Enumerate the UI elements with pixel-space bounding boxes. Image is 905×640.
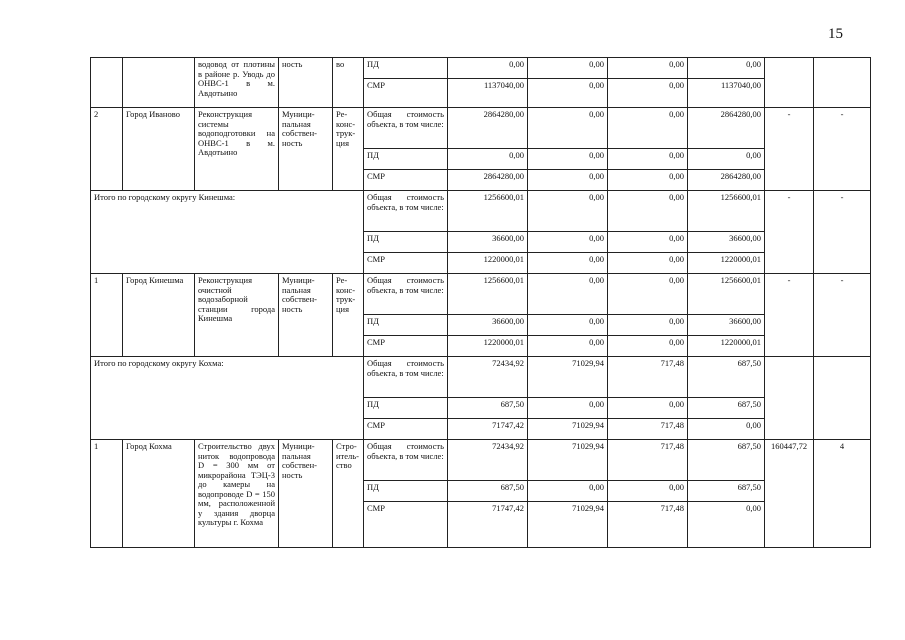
object-cell: Строительство двух ниток водопровода D = 300 мм от микрорайона ТЭЦ-3 до камеры на водопроводе D = 150 мм, расположенной у здания дворца культуры г. Кохма [195, 440, 279, 548]
value-cell: 36600,00 [688, 232, 765, 253]
value-cell: 1220000,01 [688, 253, 765, 274]
value-cell: 687,50 [688, 440, 765, 481]
value-cell: 0,00 [608, 336, 688, 357]
city-cell: Город Кохма [123, 440, 195, 548]
value-cell: 0,00 [688, 419, 765, 440]
value-cell: 72434,92 [448, 357, 528, 398]
value-cell: 0,00 [448, 149, 528, 170]
extra-cell: - [814, 191, 871, 274]
value-cell: 71747,42 [448, 419, 528, 440]
value-cell: 0,00 [608, 398, 688, 419]
value-cell: 0,00 [528, 149, 608, 170]
value-cell: 71029,94 [528, 440, 608, 481]
table-row [91, 440, 871, 481]
table-row [91, 357, 871, 398]
value-cell: 0,00 [528, 398, 608, 419]
row-label: ПД [364, 149, 448, 170]
value-cell: 71029,94 [528, 502, 608, 548]
value-cell: 0,00 [528, 79, 608, 108]
value-cell: 1256600,01 [448, 274, 528, 315]
city-cell: Город Иваново [123, 108, 195, 191]
value-cell: 2864280,00 [448, 170, 528, 191]
value-cell: 0,00 [528, 253, 608, 274]
ownership-cell: Муници-пальная собствен-ность [279, 274, 333, 357]
investment-table [90, 57, 871, 548]
row-label: Общая стоимость объекта, в том числе: [364, 357, 448, 398]
value-cell: 1220000,01 [688, 336, 765, 357]
subtotal-label: Итого по городскому округу Кинешма: [91, 191, 364, 274]
row-label: СМР [364, 336, 448, 357]
value-cell: 0,00 [528, 481, 608, 502]
table-row [91, 191, 871, 232]
row-label: СМР [364, 79, 448, 108]
row-label: ПД [364, 481, 448, 502]
value-cell: 0,00 [528, 315, 608, 336]
row-number: 1 [91, 440, 123, 548]
extra-cell: 160447,72 [765, 440, 814, 548]
value-cell: 2864280,00 [688, 170, 765, 191]
subtotal-label: Итого по городскому округу Кохма: [91, 357, 364, 440]
extra-cell: - [814, 274, 871, 357]
value-cell: 0,00 [608, 315, 688, 336]
work-type-cell: Стро-итель-ство [333, 440, 364, 548]
value-cell: 36600,00 [448, 232, 528, 253]
value-cell: 1220000,01 [448, 253, 528, 274]
value-cell: 0,00 [608, 274, 688, 315]
value-cell: 0,00 [608, 481, 688, 502]
object-cell: водовод от плотины в районе р. Уводь до ОНВС-1 в м. Авдотьино [195, 58, 279, 108]
value-cell: 0,00 [528, 232, 608, 253]
object-cell: Реконструкция очистной водозаборной станции города Кинешма [195, 274, 279, 357]
row-number: 2 [91, 108, 123, 191]
row-label: СМР [364, 502, 448, 548]
value-cell: 687,50 [688, 481, 765, 502]
extra-cell: - [765, 274, 814, 357]
work-type-cell: во [333, 58, 364, 108]
row-label: СМР [364, 253, 448, 274]
value-cell: 2864280,00 [688, 108, 765, 149]
page-number: 15 [828, 26, 843, 42]
value-cell: 1220000,01 [448, 336, 528, 357]
value-cell: 0,00 [608, 253, 688, 274]
row-number: 1 [91, 274, 123, 357]
value-cell: 687,50 [448, 398, 528, 419]
value-cell: 71029,94 [528, 419, 608, 440]
value-cell: 1256600,01 [448, 191, 528, 232]
ownership-cell: Муници-пальная собствен-ность [279, 108, 333, 191]
value-cell: 0,00 [608, 149, 688, 170]
value-cell: 0,00 [688, 502, 765, 548]
value-cell: 0,00 [528, 170, 608, 191]
row-label: СМР [364, 170, 448, 191]
value-cell: 687,50 [688, 398, 765, 419]
value-cell: 717,48 [608, 440, 688, 481]
value-cell: 0,00 [608, 79, 688, 108]
row-label: Общая стоимость объекта, в том числе: [364, 274, 448, 315]
value-cell: 0,00 [528, 274, 608, 315]
value-cell: 0,00 [528, 336, 608, 357]
value-cell: 1137040,00 [688, 79, 765, 108]
value-cell: 1256600,01 [688, 191, 765, 232]
value-cell: 2864280,00 [448, 108, 528, 149]
value-cell: 0,00 [688, 58, 765, 79]
value-cell: 0,00 [688, 149, 765, 170]
value-cell: 36600,00 [448, 315, 528, 336]
table-row [91, 58, 871, 79]
row-label: ПД [364, 315, 448, 336]
value-cell: 687,50 [448, 481, 528, 502]
value-cell: 1137040,00 [448, 79, 528, 108]
ownership-cell: ность [279, 58, 333, 108]
row-label: Общая стоимость объекта, в том числе: [364, 440, 448, 481]
row-label: СМР [364, 419, 448, 440]
row-label: Общая стоимость объекта, в том числе: [364, 108, 448, 149]
extra-cell: - [765, 191, 814, 274]
value-cell: 0,00 [608, 191, 688, 232]
value-cell: 71747,42 [448, 502, 528, 548]
value-cell: 36600,00 [688, 315, 765, 336]
row-label: ПД [364, 232, 448, 253]
value-cell: 72434,92 [448, 440, 528, 481]
work-type-cell: Ре-конс-трук-ция [333, 274, 364, 357]
value-cell: 687,50 [688, 357, 765, 398]
value-cell: 71029,94 [528, 357, 608, 398]
value-cell: 0,00 [528, 108, 608, 149]
value-cell: 0,00 [448, 58, 528, 79]
value-cell: 0,00 [608, 232, 688, 253]
row-label: ПД [364, 398, 448, 419]
row-label: Общая стоимость объекта, в том числе: [364, 191, 448, 232]
value-cell: 0,00 [608, 58, 688, 79]
row-label: ПД [364, 58, 448, 79]
value-cell: 717,48 [608, 502, 688, 548]
city-cell: Город Кинешма [123, 274, 195, 357]
extra-cell: - [765, 108, 814, 191]
value-cell: 0,00 [528, 58, 608, 79]
table-row [91, 274, 871, 315]
value-cell: 0,00 [608, 170, 688, 191]
extra-cell: 4 [814, 440, 871, 548]
value-cell: 0,00 [608, 108, 688, 149]
value-cell: 717,48 [608, 419, 688, 440]
value-cell: 0,00 [528, 191, 608, 232]
ownership-cell: Муници-пальная собствен-ность [279, 440, 333, 548]
extra-cell: - [814, 108, 871, 191]
work-type-cell: Ре-конс-трук-ция [333, 108, 364, 191]
value-cell: 1256600,01 [688, 274, 765, 315]
table-row [91, 108, 871, 149]
value-cell: 717,48 [608, 357, 688, 398]
object-cell: Реконструкция системы водоподготовки на ОНВС-1 в м. Авдотьино [195, 108, 279, 191]
